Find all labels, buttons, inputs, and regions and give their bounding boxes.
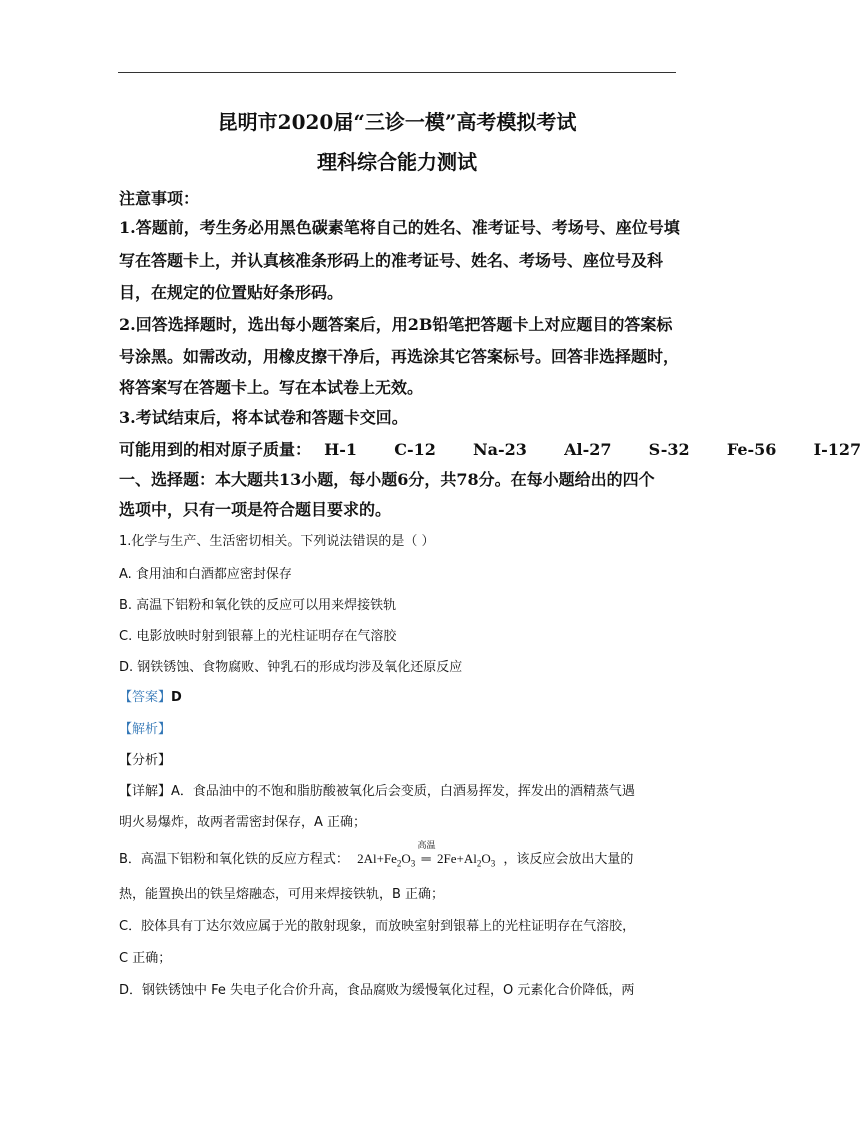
reaction-condition: 高温 [417,840,436,850]
notice-line: 号涂黑。如需改动，用橡皮擦干净后，再选涂其它答案标号。回答非选择题时， [119,347,680,366]
mass-s: S-32 [648,440,690,459]
mass-fe: Fe-56 [726,440,777,459]
option-a: A. 食用油和白酒都应密封保存 [119,567,292,582]
detail-b-cont: 热，能置换出的铁呈熔融态，可用来焊接铁轨，B 正确； [119,887,445,902]
answer-label: 【答案】 [119,690,172,705]
answer-line [119,686,182,705]
option-d: D. 钢铁锈蚀、食物腐败、钟乳石的形成均涉及氧化还原反应 [119,660,463,675]
reaction-arrow: 高温 ═ [417,840,436,866]
notice-line: 将答案写在答题卡上。写在本试卷上无效。 [119,378,424,397]
question-stem: 1.化学与生产、生活密切相关。下列说法错误的是（ ） [119,534,435,549]
atomic-masses-label: 可能用到的相对原子质量： [119,440,312,459]
mass-h: H-1 [324,440,358,459]
analysis-label: 【解析】 [119,722,172,737]
section-instructions: 选项中，只有一项是符合题目要求的。 [119,500,392,519]
mass-na: Na-23 [473,440,527,459]
option-c: C. 电影放映时射到银幕上的光柱证明存在气溶胶 [119,629,397,644]
detail-a: 【详解】A．食品油中的不饱和脂肪酸被氧化后会变质，白酒易挥发，挥发出的酒精蒸气遇 [119,784,635,799]
notice-line: 写在答题卡上，并认真核准条形码上的准考证号、姓名、考场号、座位号及科 [119,251,664,270]
notice-line: 1.答题前，考生务必用黑色碳素笔将自己的姓名、准考证号、考场号、座位号填 [119,218,680,237]
section-instructions: 一、选择题：本大题共13小题，每小题6分，共78分。在每小题给出的四个 [119,470,655,489]
header-rule [118,72,676,73]
option-b: B. 高温下铝粉和氧化铁的反应可以用来焊接铁轨 [119,598,397,613]
mass-i: I-127 [813,440,861,459]
detail-c-cont: C 正确； [119,951,172,966]
notice-heading: 注意事项： [119,189,200,208]
detail-b: B．高温下铝粉和氧化铁的反应方程式： $2Al+Fe_2O_3$ 高温 ═ $2Fe+Al_2O_3$ ，该反应会放出大量的 [119,840,634,869]
atomic-masses [119,437,861,460]
detail-a-cont: 明火易爆炸，故两者需密封保存，A 正确； [119,815,367,830]
mass-al: Al-27 [564,440,612,459]
thermite-equation: $2Al+Fe_2O_3$ 高温 ═ $2Fe+Al_2O_3$ [357,840,496,869]
document-title: 昆明市2020届“三诊一模”高考模拟考试 [217,110,577,134]
detail-c: C．胶体具有丁达尔效应属于光的散射现象，而放映室射到银幕上的光柱证明存在气溶胶， [119,919,636,934]
fenxi-label: 【分析】 [119,753,172,768]
answer-value: D [171,690,182,705]
detail-d: D．钢铁锈蚀中 Fe 失电子化合价升高，食品腐败为缓慢氧化过程，O 元素化合价降低，两 [119,983,635,998]
notice-line: 3.考试结束后，将本试卷和答题卡交回。 [119,408,408,427]
notice-line: 2.回答选择题时，选出每小题答案后，用2B铅笔把答题卡上对应题目的答案标 [119,315,673,334]
detail-label: 【详解】 [119,784,172,799]
document-subtitle: 理科综合能力测试 [317,150,477,174]
mass-c: C-12 [394,440,436,459]
notice-line: 目，在规定的位置贴好条形码。 [119,283,344,302]
